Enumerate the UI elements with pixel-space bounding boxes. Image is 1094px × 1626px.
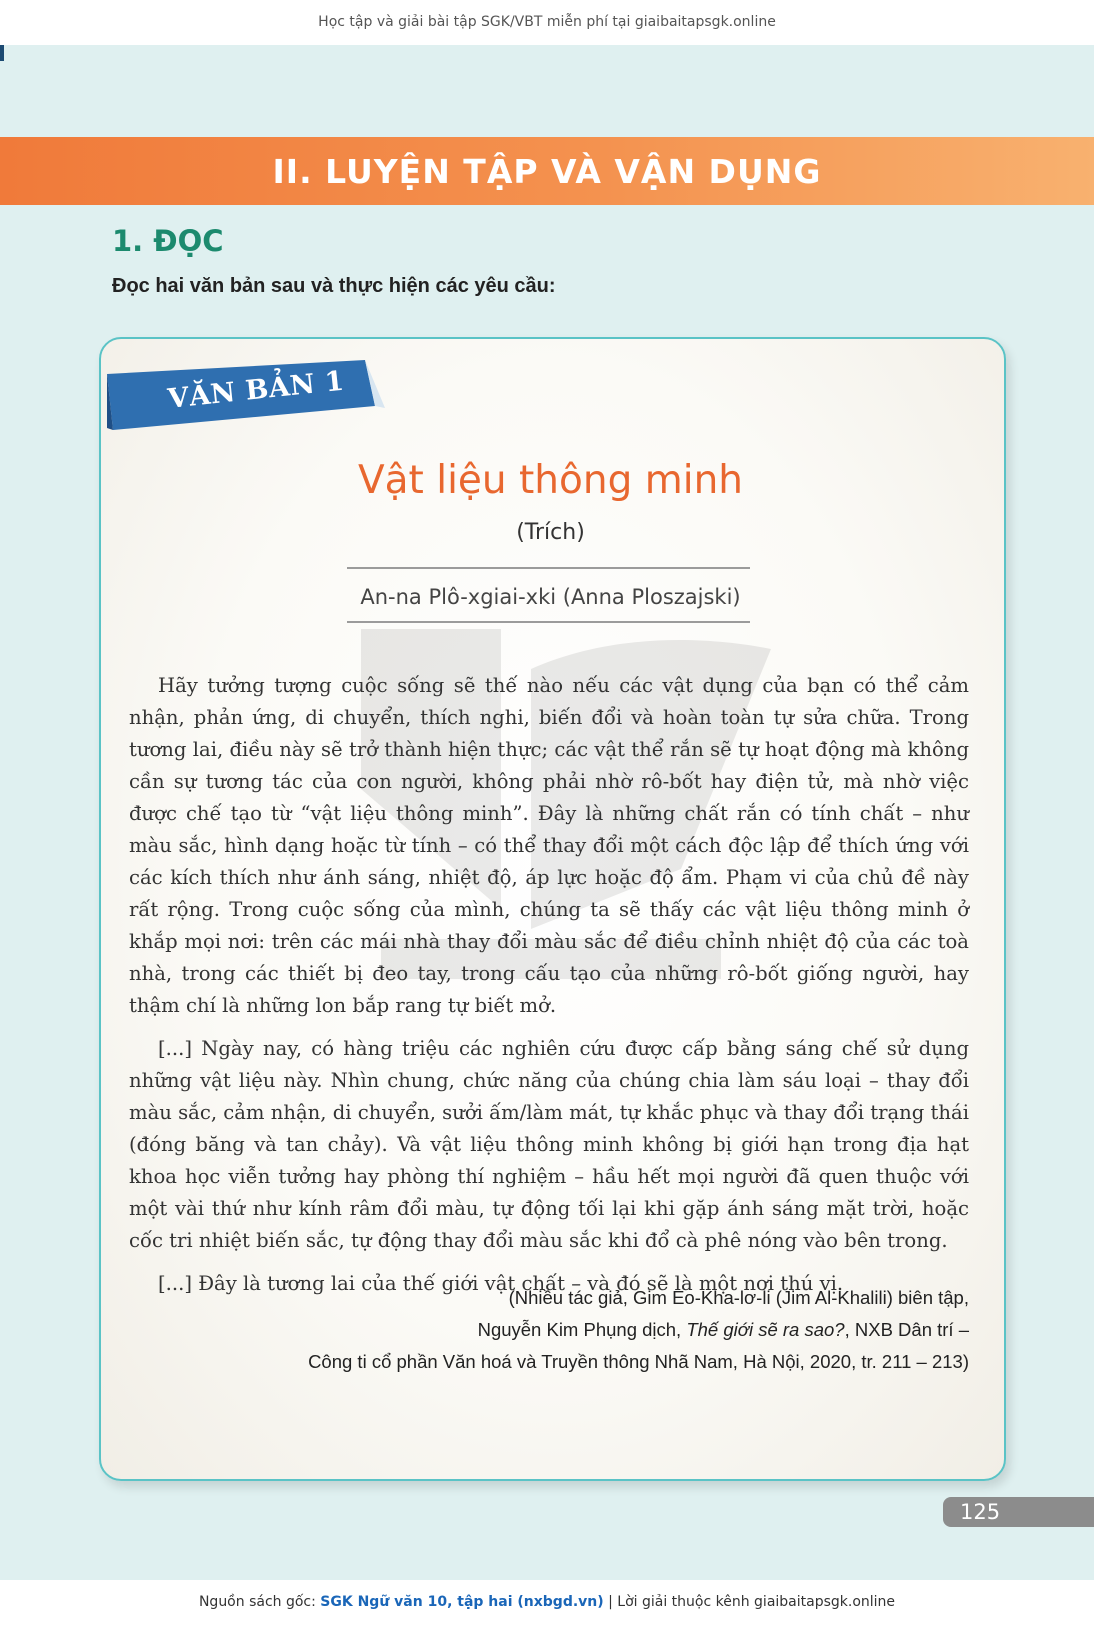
document-subtitle: (Trích): [516, 520, 585, 545]
footer-prefix: Nguồn sách gốc:: [198, 1594, 321, 1610]
paragraph: Hãy tưởng tượng cuộc sống sẽ thế nào nếu các vật dụng của bạn có thể cảm nhận, phản ứng, di chuyển, thích nghi, biến đổi và hoàn toàn tự sửa chữa. Trong tương lai, điều này sẽ trở thành hiện thực; các vật thể rắn sẽ tự hoạt động mà không cần sự tương tác của con người, không phải nhờ rô-bốt hay điện tử, mà nhờ việc được chế tạo từ “vật liệu thông minh”. Đây là những chất rắn có tính chất – như màu sắc, hình dạng hoặc từ tính – có thể thay đổi một cách độc lập để thích ứng với các kích thích như ánh sáng, nhiệt độ, áp lực hoặc độ ẩm. Phạm vi của chủ đề này rất rộng. Trong cuộc sống của mình, chúng ta sẽ thấy các vật liệu thông minh ở khắp mọi nơi: trên các mái nhà thay đổi màu sắc để điều chỉnh nhiệt độ của các toà nhà, trong các thiết bị đeo tay, trong cấu tạo của những rô-bốt giống người, hay thậm chí là những lon bắp rang tự biết mở.: [129, 674, 969, 1017]
text-tag-label: VĂN BẢN 1: [166, 365, 346, 415]
author-divider-bottom: [347, 621, 750, 623]
author-name: An-na Plô-xgiai-xki (Anna Ploszajski): [360, 585, 741, 609]
page-number: 125: [943, 1497, 1094, 1527]
footer-source-link[interactable]: SGK Ngữ văn 10, tập hai (nxbgd.vn): [320, 1594, 604, 1610]
paragraph: [...] Đây là tương lai của thế giới vật chất – và đó sẽ là một nơi thú vị.: [158, 1272, 844, 1295]
document-body: [129, 670, 969, 1311]
page-corner-mark: [0, 45, 4, 61]
section-banner: [0, 137, 1094, 205]
reading-instruction: Đọc hai văn bản sau và thực hiện các yêu cầu:: [112, 275, 556, 297]
author-divider-top: [347, 567, 750, 569]
section-title: 1. ĐỌC: [112, 224, 224, 258]
citation-line: (Nhiều tác giả, Gim Eo-Kha-lơ-li (Jim Al-Khalili) biên tập,: [508, 1287, 969, 1308]
footer-note: [0, 1594, 1094, 1610]
footer-suffix: | Lời giải thuộc kênh giaibaitapsgk.online: [603, 1594, 896, 1610]
citation-translator: Nguyễn Kim Phụng dịch,: [477, 1319, 687, 1340]
source-citation: [200, 1282, 969, 1378]
document-title: Vật liệu thông minh: [357, 458, 744, 503]
paragraph: [...] Ngày nay, có hàng triệu các nghiên cứu được cấp bằng sáng chế sử dụng những vật liệu này. Nhìn chung, chức năng của chúng chia làm sáu loại – thay đổi màu sắc, cảm nhận, di chuyển, sưởi ấm/làm mát, tự khắc phục và thay đổi trạng thái (đóng băng và tan chảy). Và vật liệu thông minh không bị giới hạn trong địa hạt khoa học viễn tưởng hay phòng thí nghiệm – hầu hết mọi người đã quen thuộc với một vài thứ như kính râm đổi màu, tự động tối lại khi gặp ánh sáng mặt trời, hoặc cốc tri nhiệt biến sắc, tự động thay đổi màu sắc khi đổ cà phê nóng vào bên trong.: [129, 1037, 969, 1252]
citation-book-title: Thế giới sẽ ra sao?: [686, 1319, 845, 1340]
citation-publisher: , NXB Dân trí –: [844, 1319, 969, 1340]
citation-line: Công ti cổ phần Văn hoá và Truyền thông Nhã Nam, Hà Nội, 2020, tr. 211 – 213): [308, 1351, 969, 1372]
header-note: Học tập và giải bài tập SGK/VBT miễn phí tại giaibaitapsgk.online: [318, 14, 776, 30]
banner-title: II. LUYỆN TẬP VÀ VẬN DỤNG: [272, 151, 822, 191]
citation-line: [200, 1314, 969, 1346]
